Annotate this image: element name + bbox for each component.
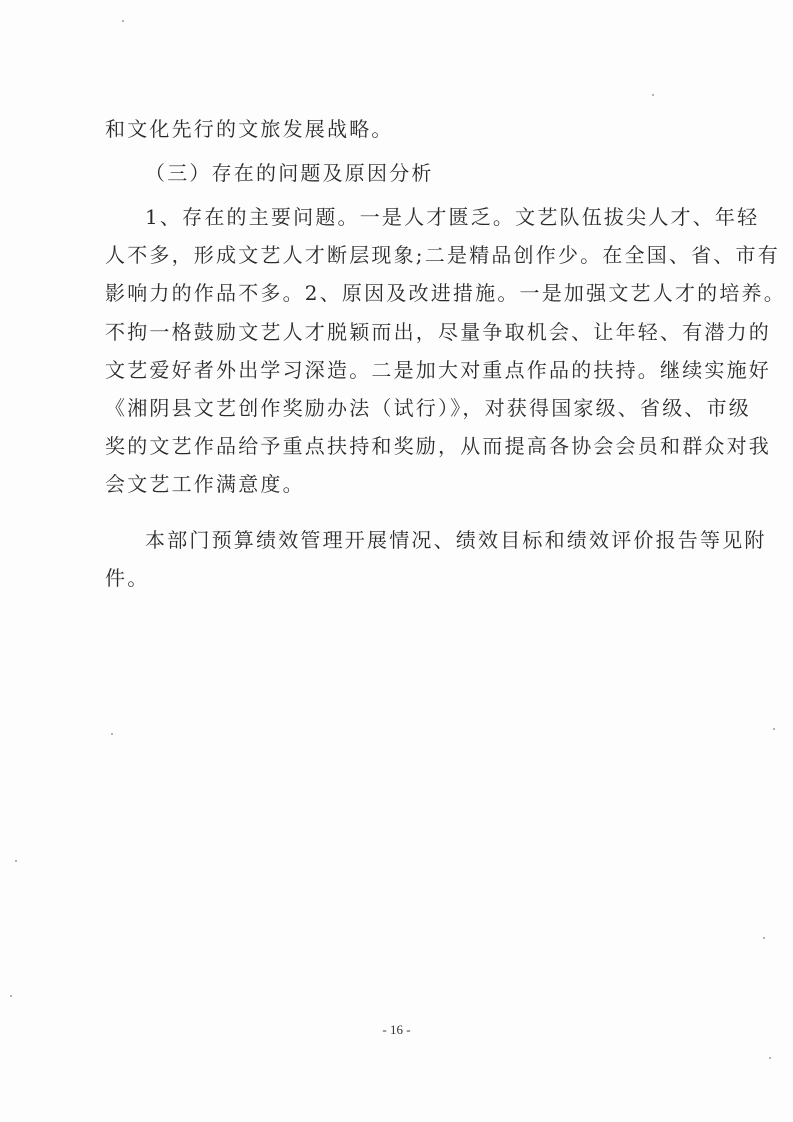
- paragraph-1-line-5: 文艺爱好者外出学习深造。二是加大对重点作品的扶持。继续实施好: [105, 358, 771, 382]
- paragraph-1-line-1: 1、存在的主要问题。一是人才匮乏。文艺队伍拔尖人才、年轻: [145, 205, 760, 229]
- scan-speck: [652, 94, 654, 96]
- scan-speck: [111, 733, 113, 735]
- page-number: - 16 -: [382, 1022, 411, 1037]
- paragraph-1-line-2: 人不多，形成文艺人才断层现象;二是精品创作少。在全国、省、市有: [105, 243, 780, 267]
- paragraph-1-line-7: 奖的文艺作品给予重点扶持和奖励，从而提高各协会会员和群众对我: [105, 434, 771, 458]
- scan-speck: [763, 937, 765, 939]
- paragraph-1-line-3: 影响力的作品不多。2、原因及改进措施。一是加强文艺人才的培养。: [105, 281, 786, 305]
- paragraph-1-line-8: 会文艺工作满意度。: [105, 472, 305, 496]
- paragraph-1-line-6: 《湘阴县文艺创作奖励办法（试行）》，对获得国家级、省级、市级: [105, 396, 751, 420]
- scan-speck: [769, 1057, 771, 1059]
- paragraph-2-line-1: 本部门预算绩效管理开展情况、绩效目标和绩效评价报告等见附: [145, 528, 767, 552]
- scan-speck: [15, 860, 17, 862]
- text-line-continuation: 和文化先行的文旅发展战略。: [105, 117, 394, 141]
- paragraph-1-line-4: 不拘一格鼓励文艺人才脱颖而出，尽量争取机会、让年轻、有潜力的: [105, 320, 771, 344]
- section-heading: （三）存在的问题及原因分析: [145, 161, 434, 185]
- scan-speck: [773, 728, 775, 730]
- paragraph-2-line-2: 件。: [105, 566, 150, 590]
- scan-speck: [10, 995, 12, 997]
- scan-speck: [122, 20, 124, 22]
